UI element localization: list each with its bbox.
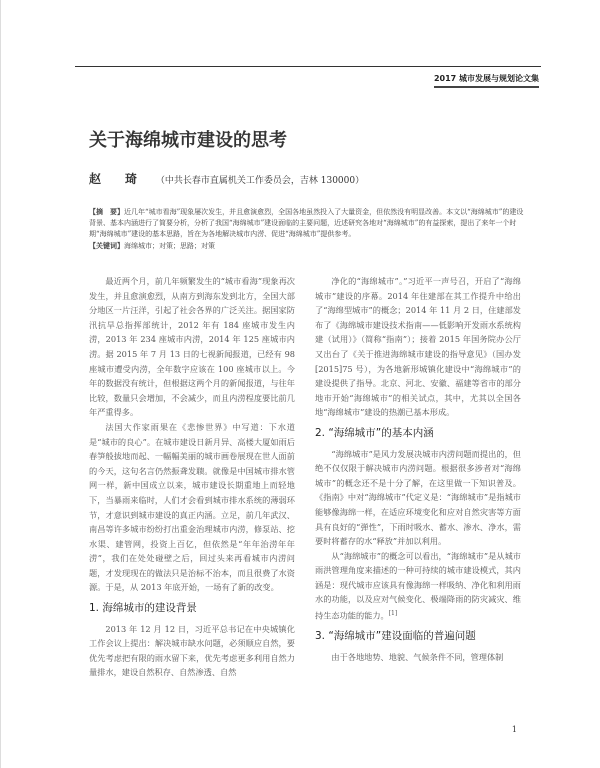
body-paragraph: 法国大作家雨果在《悲惨世界》中写道：下水道是“城市的良心”。在城市建设日新月异、高楼大厦如雨后春笋般拔地而起、一幅幅美丽的城市画卷展现在世人面前的今天，这句名言仍然振聋发聩。就像是中国城市排水管网一样，新中国成立以来，城市建设长期重地上而轻地下，当暴雨来临时，人们才会看到城市排水系统的薄弱环节，才意识到城市建设的真正内涵。立足，前几年武汉、南昌等许多城市纷纷打出重金治理城市内涝，修泵站、挖水渠、建管网，投资上百亿，但依然是“年年治涝年年涝”，我们在处处碰壁之后，回过头来再看城市内涝问题，才发现现在的做法只是治标不治本，而且很费了水资源。于是，从 2013 年底开始，一场有了新的改变。	[89, 421, 295, 593]
keywords-text: 海绵城市；对策；思路；对策	[124, 242, 215, 250]
section-heading-3: 3. “海绵城市”建设面临的普遍问题	[315, 630, 476, 643]
section-heading-2: 2. “海绵城市”的基本内涵	[315, 426, 434, 439]
author-name: 赵 琦	[89, 172, 144, 186]
running-header: 2017 城市发展与规划论文集	[434, 73, 539, 88]
body-paragraph: 由于各地地势、地貌、气候条件不同，管理体制	[331, 651, 504, 662]
section-heading-1: 1. 海绵城市的建设背景	[89, 602, 197, 615]
page-number: 1	[511, 725, 517, 734]
body-paragraph: “海绵城市”是风力发展决城市内涝问题而提出的，但绝不仅仅限于解决城市内涝问题。根据很多涉者对“海绵城市”的概念还不是十分了解，在这里做一下知识普及。《指南》中对“海绵城市”代定义是：“海绵城市”是指城市能够像海绵一样，在适应环境变化和应对自然灾害等方面具有良好的“弹性”，下雨时吸水、蓄水、渗水、净水，需要时将蓄存的水“释放”并加以利用。	[315, 448, 521, 547]
author-line	[89, 170, 364, 187]
right-column	[315, 274, 521, 665]
abstract-block	[89, 206, 529, 252]
keywords-label: 【关键词】	[89, 241, 124, 250]
paper-title: 关于海绵城市建设的思考	[89, 130, 287, 151]
author-affiliation: （中共长春市直属机关工作委员会，吉林 130000）	[155, 176, 365, 186]
body-paragraph	[315, 549, 521, 624]
body-paragraph: 最近两个月，前几年频繁发生的“城市看海”现象再次发生，并且愈演愈烈，从南方到海东发到北方，全国大部分地区一片汪洋，引起了社会各界的广泛关注。据国家防汛抗旱总指挥部统计，2012 年有 184 座城市发生内涝，2013 年 234 座城市内涝，2014 年 125 座城市内涝。据 2015 年 7 月 13 日的七视新闻报道，已经有 98 座城市遭受内涝，全年数字应该在 100 座城市以上。今年的数据没有统计，但根据这两个月的新闻报道，与往年比较，数量只会增加，不会减少，而且内涝程度要比前几年严重得多。	[89, 276, 295, 418]
citation-mark: [1]	[388, 610, 398, 618]
body-paragraph-text: 从“海绵城市”的概念可以看出，“海绵城市”是从城市雨洪管理角度来描述的一种可持续的城市建设模式，其内涵是：现代城市应该具有像海绵一样吸纳、净化和利用雨水的功能，以及应对气候变化、极端降雨的防灾减灾、维持生态功能的能力。	[315, 550, 521, 621]
body-paragraph: 2013 年 12 月 12 日，习近平总书记在中央城镇化工作会议上提出：解决城市缺水问题，必须顺应自然，要优先考虑把有限的雨水留下来，优先考虑更多利用自然力量排水，建设自然积存、自然渗透、自然	[89, 623, 295, 678]
header-rule	[75, 66, 541, 67]
left-column	[89, 274, 295, 680]
abstract-label: 【摘 要】	[89, 207, 124, 216]
body-paragraph: 净化的“海绵城市”。”习近平一声号召，开启了“海绵城市”建设的序幕。2014 年住建部在其工作提升中给出了“海绵型城市”的概念；2014 年 11 月 2 日，住建部发布了《海绵城市建设技术指南——低影响开发雨水系统构建（试用）》（简称“指南”）；接着 2015 年国务院办公厅又出台了《关于推进海绵城市建设的指导意见》（国办发 [2015]75 号），为各地新形城镇化建设中“海绵城市”的建设提供了指导。北京、河北、安徽、福建等省市的部分地市开始“海绵城市”的相关试点，其中，尤其以全国各地“海绵城市”建设的热潮已基本形成。	[315, 276, 521, 418]
abstract-text: 近几年“城市看海”现象屡次发生，并且愈演愈烈，全国各地虽然投入了大量资金，但依然没有明显改善。本文以“海绵城市”的建设背景、基本内涵进行了简要分析，分析了我国“海绵城市”建设面临的主要问题，近述研究各地对“海绵城市”的有益探索，提出了来年一个时期“海绵城市”建设的基本思路，旨在为各地解决城市内涝、促进“海绵城市”提供参考。	[89, 208, 524, 238]
